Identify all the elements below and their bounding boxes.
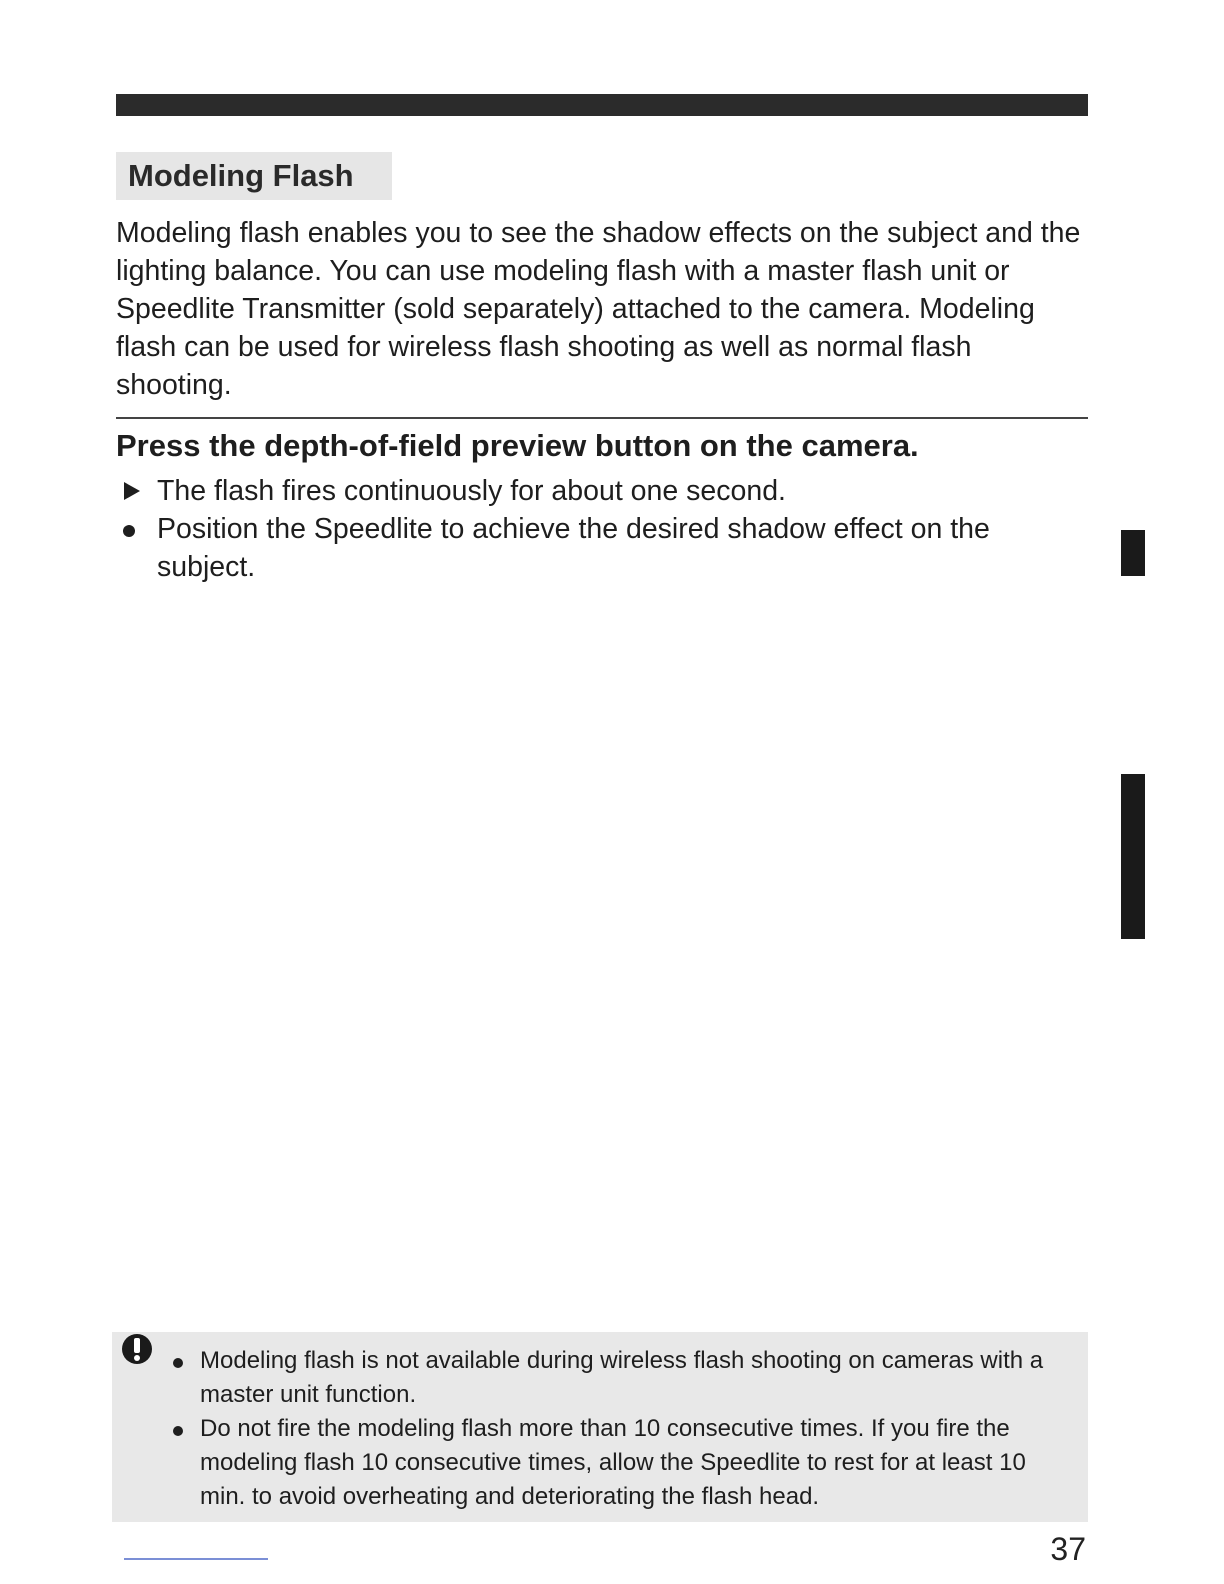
page-number: 37: [1050, 1531, 1086, 1567]
header-bar: [116, 94, 1088, 116]
list-item: [168, 1412, 1073, 1514]
step-result-list: [116, 472, 1076, 586]
triangle-right-icon: [116, 472, 146, 510]
bullet-dot-icon: [116, 510, 146, 548]
bullet-dot-icon: [168, 1412, 192, 1446]
section-title: Modeling Flash: [116, 152, 392, 200]
list-item: [116, 510, 1076, 586]
caution-box: [112, 1332, 1088, 1522]
result-text: The flash fires continuously for about one second.: [157, 475, 786, 507]
chapter-tab-marker: [1121, 530, 1145, 576]
intro-paragraph: Modeling flash enables you to see the shadow effects on the subject and the lighting balance. You can use modeling flash with a master flash unit or Speedlite Transmitter (sold separately) attached to the camera. Modeling flash can be used for wireless flash shooting as well as normal flash shooting.: [116, 217, 1081, 401]
chapter-tab-marker: [1121, 774, 1145, 939]
caution-text: Modeling flash is not available during wireless flash shooting on cameras with a master unit function.: [200, 1347, 1044, 1408]
list-item: [168, 1344, 1073, 1412]
divider: [116, 417, 1088, 419]
caution-text: Do not fire the modeling flash more than 10 consecutive times. If you fire the modeling flash 10 consecutive times, allow the Speedlite to rest for at least 10 min. to avoid overheating and deteriorating the flash head.: [200, 1415, 1026, 1510]
step-heading: Press the depth-of-field preview button on the camera.: [116, 428, 919, 463]
bottom-rule: [124, 1558, 268, 1560]
caution-icon: [120, 1332, 154, 1366]
caution-list: [168, 1344, 1073, 1514]
bullet-dot-icon: [168, 1344, 192, 1378]
list-item: [116, 472, 1076, 510]
instruction-text: Position the Speedlite to achieve the desired shadow effect on the subject.: [157, 513, 990, 583]
